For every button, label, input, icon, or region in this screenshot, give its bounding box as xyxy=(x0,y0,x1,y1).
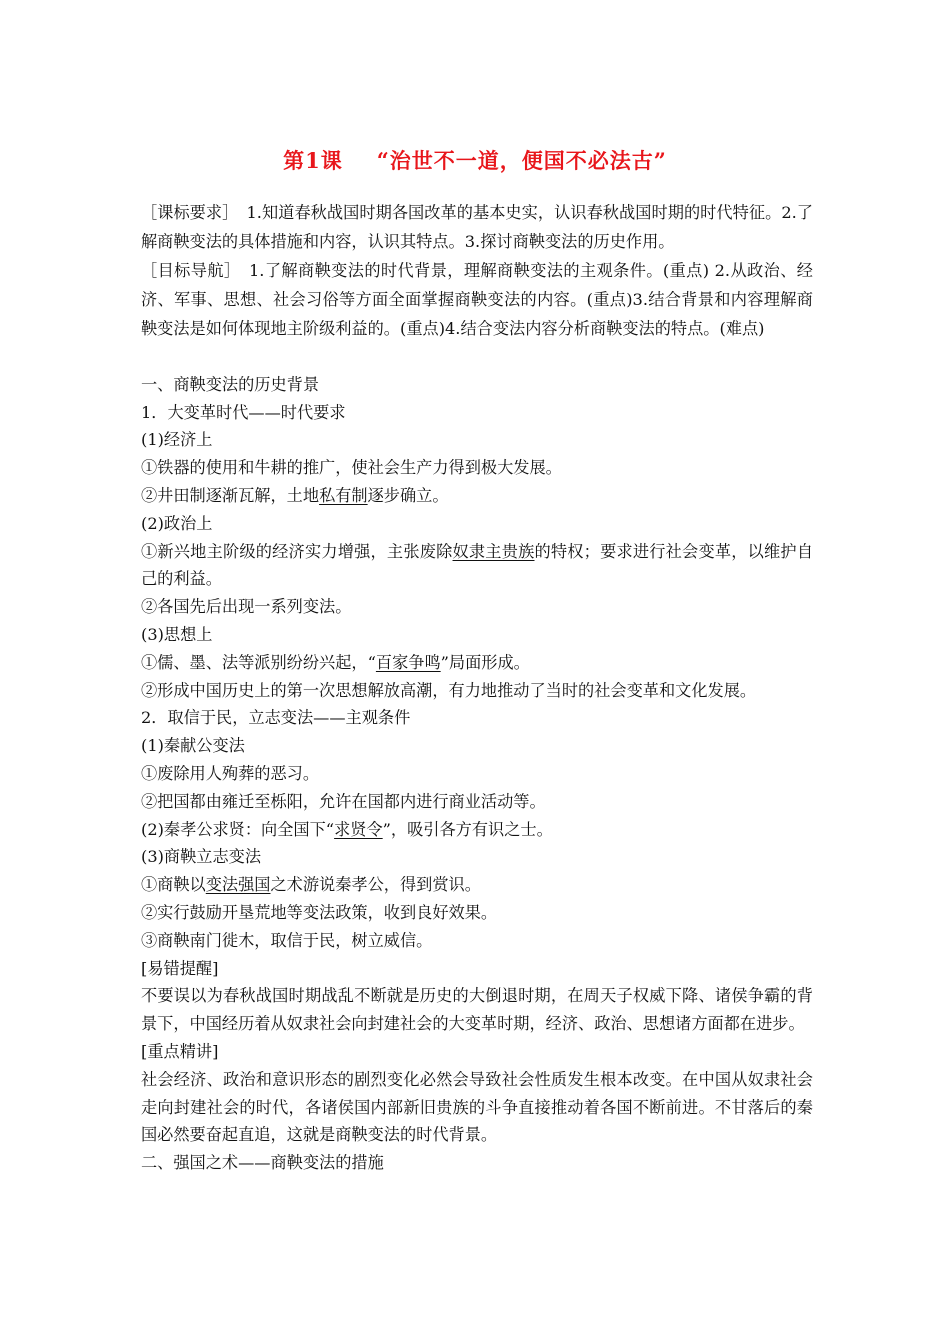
subheading-conditions: 2．取信于民，立志变法——主观条件 xyxy=(141,708,411,728)
politics-point-2: ②各国先后出现一系列变法。 xyxy=(141,597,352,617)
curriculum-requirements: ［课标要求］ 1.知道春秋战国时期各国改革的基本史实，认识春秋战国时期的时代特征。2.了解商鞅变法的具体措施和内容，认识其特点。3.探讨商鞅变法的历史作用。 xyxy=(141,203,813,251)
underlined-term: 奴隶主贵族 xyxy=(452,541,535,561)
underlined-term: 私有制 xyxy=(319,485,368,505)
key-text: 社会经济、政治和意识形态的剧烈变化必然会导致社会性质发生根本改变。在中国从奴隶社会走向封建社会的时代，各诸侯国内部新旧贵族的斗争直接推动着各国不断前进。不甘落后的秦国必然要奋起直追，这就是商鞅变法的时代背景。 xyxy=(141,1069,813,1145)
economy-label: (1)经济上 xyxy=(141,430,213,450)
lesson-quote: “治世不一道，便国不必法古” xyxy=(376,148,667,173)
section-heading-1: 一、商鞅变法的历史背景 xyxy=(141,374,320,394)
document-body xyxy=(141,198,813,1177)
thought-label: (3)思想上 xyxy=(141,624,213,644)
key-label: [重点精讲] xyxy=(141,1041,219,1061)
thought-point-2: ②形成中国历史上的第一次思想解放高潮，有力地推动了当时的社会变革和文化发展。 xyxy=(141,680,757,700)
lesson-number: 第1课 xyxy=(283,148,343,173)
shang-point-3: ③商鞅南门徙木，取信于民，树立威信。 xyxy=(141,930,433,950)
subheading-era: 1．大变革时代——时代要求 xyxy=(141,402,346,422)
shang-point-1: ①商鞅以变法强国之术游说秦孝公，得到赏识。 xyxy=(141,875,481,895)
economy-point-1: ①铁器的使用和牛耕的推广，使社会生产力得到极大发展。 xyxy=(141,458,562,478)
xian-point-2: ②把国都由雍迁至栎阳，允许在国都内进行商业活动等。 xyxy=(141,791,546,811)
underlined-term: 百家争鸣 xyxy=(375,652,441,672)
politics-label: (2)政治上 xyxy=(141,513,213,533)
xian-point-1: ①废除用人殉葬的恶习。 xyxy=(141,763,320,783)
shang-point-2: ②实行鼓励开垦荒地等变法政策，收到良好效果。 xyxy=(141,902,498,922)
underlined-term: 变法强国 xyxy=(205,875,271,895)
tip-label: [易错提醒] xyxy=(141,958,219,978)
economy-point-2: ②井田制逐渐瓦解，土地私有制逐步确立。 xyxy=(141,485,449,505)
shang-label: (3)商鞅立志变法 xyxy=(141,847,262,867)
xian-label: (1)秦献公变法 xyxy=(141,736,245,756)
section-heading-2: 二、强国之术——商鞅变法的措施 xyxy=(141,1153,384,1173)
politics-point-1: ①新兴地主阶级的经济实力增强，主张废除奴隶主贵族的特权；要求进行社会变革，以维护自己的利益。 xyxy=(141,541,814,589)
xiao-point: (2)秦孝公求贤：向全国下“求贤令”，吸引各方有识之士。 xyxy=(141,819,553,839)
thought-point-1: ①儒、墨、法等派别纷纷兴起，“百家争鸣”局面形成。 xyxy=(141,652,530,672)
learning-goals: ［目标导航］ 1.了解商鞅变法的时代背景，理解商鞅变法的主观条件。(重点) 2.从政治、经济、军事、思想、社会习俗等方面全面掌握商鞅变法的内容。(重点)3.结合背景和内容理解商鞅变法是如何体现地主阶级利益的。(重点)4.结合变法内容分析商鞅变法的特点。(难点) xyxy=(141,261,813,338)
underlined-term: 求贤令 xyxy=(334,819,383,839)
lesson-title xyxy=(0,145,950,175)
tip-text: 不要误以为春秋战国时期战乱不断就是历史的大倒退时期，在周天子权威下降、诸侯争霸的背景下，中国经历着从奴隶社会向封建社会的大变革时期，经济、政治、思想诸方面都在进步。 xyxy=(141,986,813,1034)
